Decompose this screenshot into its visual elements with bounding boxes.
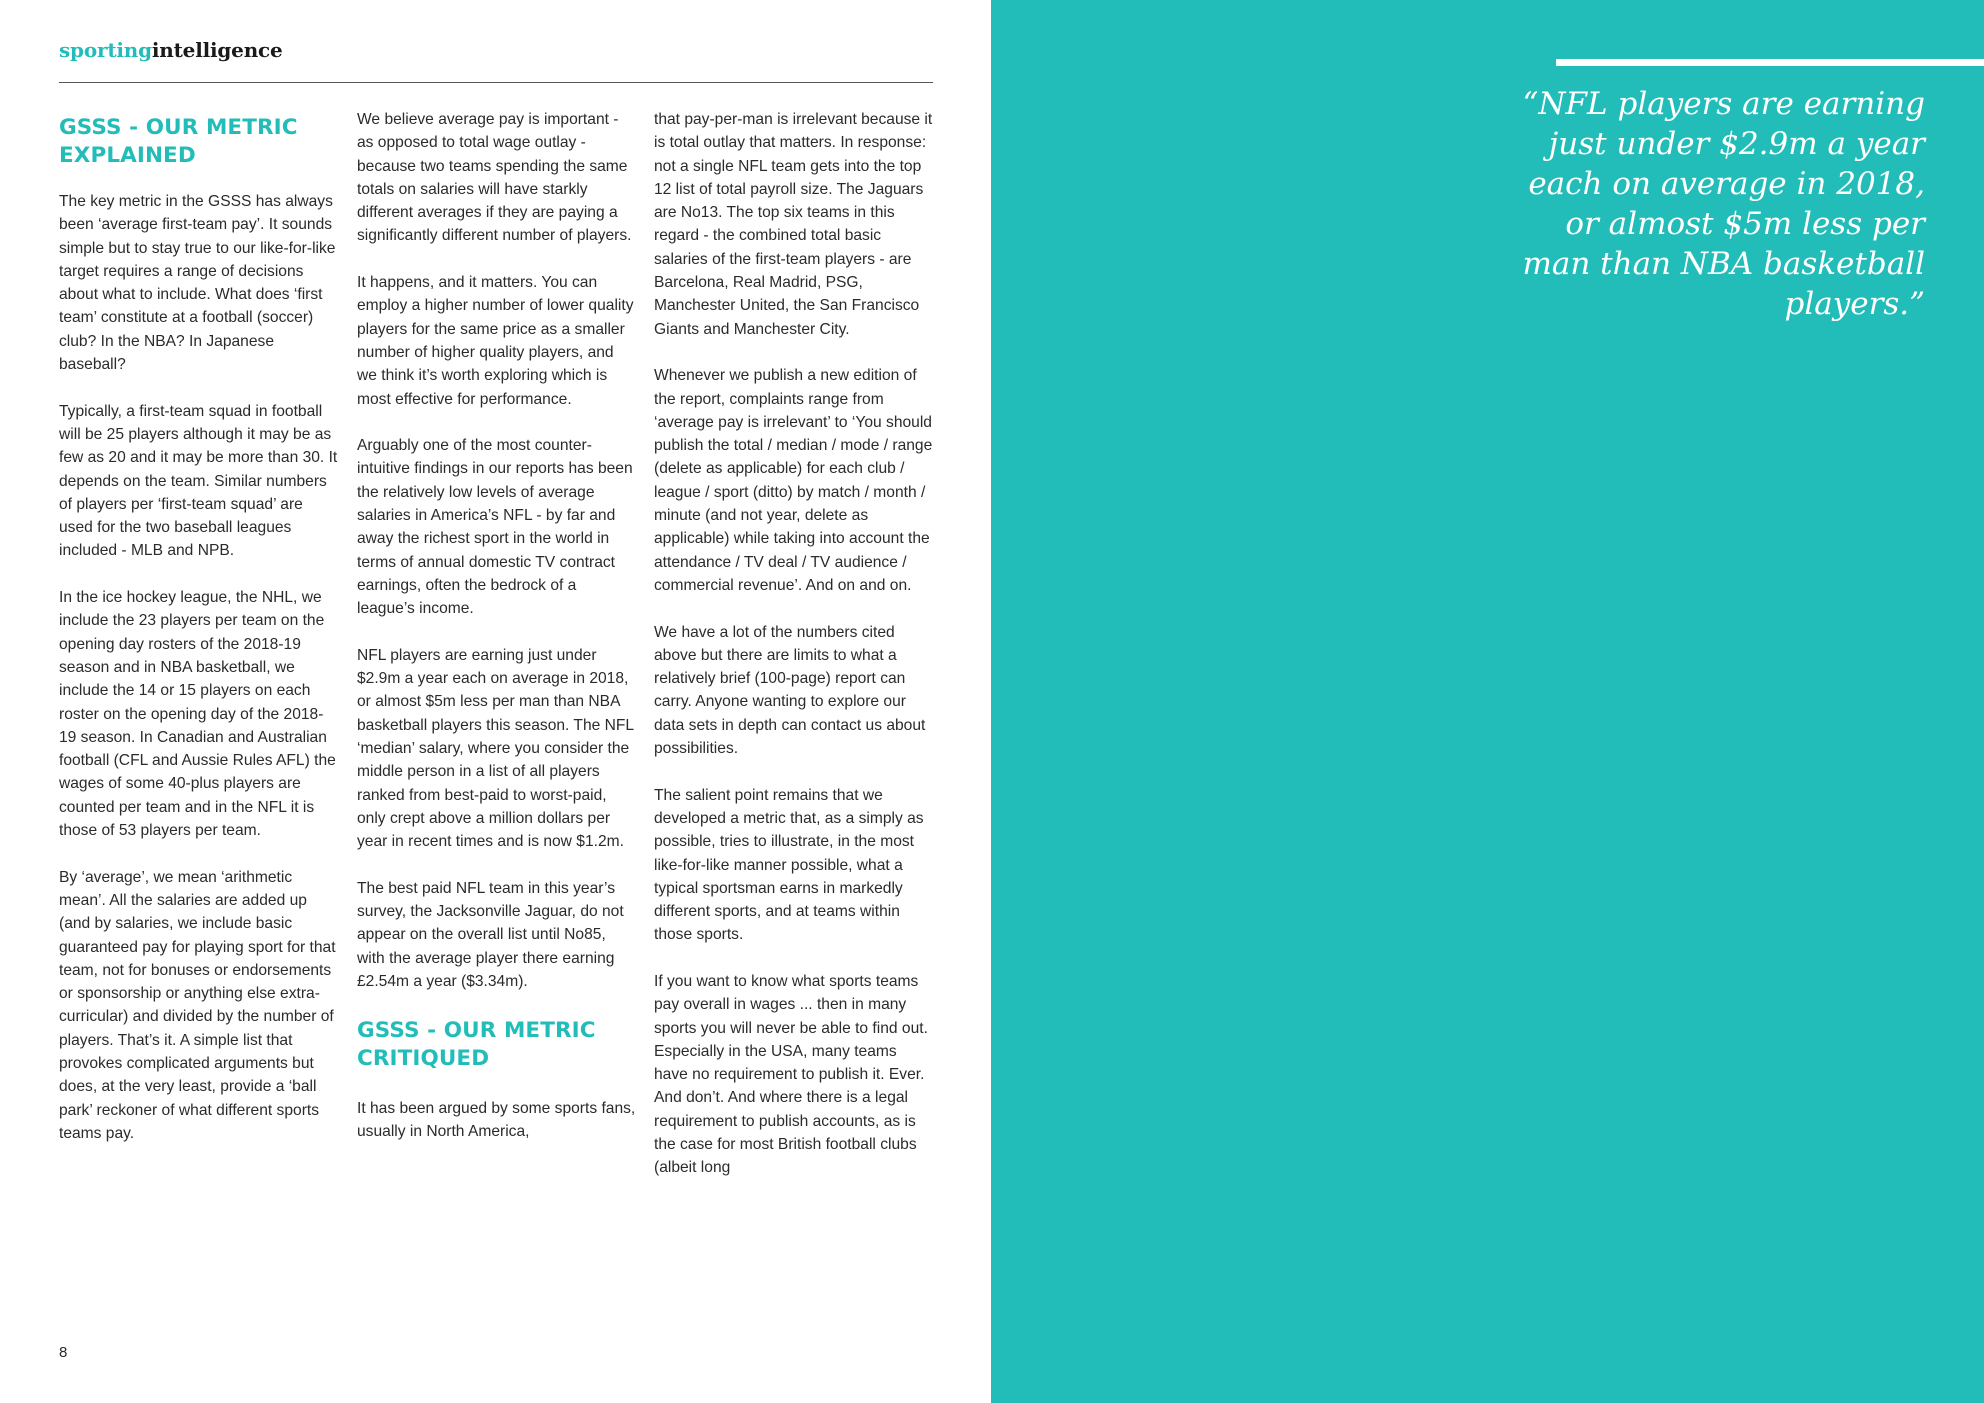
- body-paragraph: In the ice hockey league, the NHL, we include the 23 players per team on the opening day rosters of the 2018-19 season and in NBA basketball, we include the 14 or 15 players on each roster on the opening day of the 2018-19 season. In Canadian and Australian football (CFL and Aussie Rules AFL) the wages of some 40-plus players are counted per team and in the NFL it is those of 53 players per team.: [59, 589, 336, 840]
- body-paragraph: Whenever we publish a new edition of the report, complaints range from ‘average pay is irrelevant’ to ‘You should publish the total / median / mode / range (delete as applicable) for each club / league / sport (ditto) by match / month / minute (and not year, delete as applicable) while taking into account the attendance / TV deal / TV audience / commercial revenue’. And on and on.: [654, 367, 933, 594]
- body-paragraph: We believe average pay is important - as opposed to total wage outlay - because two teams spending the same totals on salaries will have starkly different averages if they are paying a significantly different number of players.: [357, 111, 632, 245]
- body-paragraph: By ‘average’, we mean ‘arithmetic mean’. All the salaries are added up (and by salaries, we include basic guaranteed pay for playing sport for that team, not for bonuses or endorsements or sponsorship or anything else extra-curricular) and divided by the number of players. That’s it. A simple list that provokes complicated arguments but does, at the very least, provide a ‘ball park’ reckoner of what different sports teams pay.: [59, 868, 336, 1142]
- text-column-1: [59, 108, 339, 1168]
- body-paragraph: Typically, a first-team squad in football will be 25 players although it may be as few as 20 and it may be more than 30. It depends on the team. Similar numbers of players per ‘first-team squad’ are used for the two baseball leagues included - MLB and NPB.: [59, 402, 338, 560]
- body-paragraph: NFL players are earning just under $2.9m a year each on average in 2018, or almost $5m less per man than NBA basketball players this season. The NFL ‘median’ salary, where you consider the middle person in a list of all players ranked from best-paid to worst-paid, only crept above a million dollars per year in recent times and is now $1.2m.: [357, 646, 634, 851]
- pull-quote: “NFL players are earning just under $2.9m a year each on average in 2018, or almost $5m less per man than NBA basketball players.”: [1522, 86, 1925, 322]
- left-page: [0, 0, 991, 1403]
- page-number: 8: [59, 1344, 68, 1361]
- body-paragraph: It happens, and it matters. You can employ a higher number of lower quality players for the same price as a smaller number of higher quality players, and we think it’s worth exploring which is most effective for performance.: [357, 274, 634, 408]
- section-heading-critiqued: GSSS - OUR METRIC CRITIQUED: [357, 1017, 596, 1071]
- header-divider: [59, 82, 933, 83]
- body-paragraph: We have a lot of the numbers cited above but there are limits to what a relatively brief (100-page) report can carry. Anyone wanting to explore our data sets in depth can contact us about possibilities.: [654, 623, 926, 758]
- text-column-2: [357, 108, 637, 1166]
- body-paragraph: The key metric in the GSSS has always been ‘average first-team pay’. It sounds simple but to stay true to our like-for-like target requires a range of decisions about what to include. What does ‘first team’ constitute at a football (soccer) club? In the NBA? In Japanese baseball?: [59, 193, 336, 374]
- logo-part-sporting: sporting: [59, 38, 152, 62]
- body-paragraph: If you want to know what sports teams pay overall in wages ... then in many sports you will never be able to find out. Especially in the USA, many teams have no requirement to publish it. Ever. And don’t. And where there is a legal requirement to publish accounts, as is the case for most British football clubs (albeit long: [654, 972, 928, 1177]
- publication-logo: [59, 38, 283, 62]
- body-paragraph: It has been argued by some sports fans, usually in North America,: [357, 1099, 636, 1140]
- logo-part-intelligence: intelligence: [151, 38, 283, 62]
- text-column-3: [654, 108, 934, 1203]
- body-paragraph: that pay-per-man is irrelevant because it is total outlay that matters. In response: not a single NFL team gets into the top 12 list of total payroll size. The Jaguars are No13. The top six teams in this regard - the combined total basic salaries of the first-team players - are Barcelona, Real Madrid, PSG, Manchester United, the San Francisco Giants and Manchester City.: [654, 111, 933, 338]
- section-heading-explained: GSSS - OUR METRIC EXPLAINED: [59, 115, 298, 168]
- body-paragraph: Arguably one of the most counter-intuitive findings in our reports has been the relatively low levels of average salaries in America’s NFL - by far and away the richest sport in the world in terms of annual domestic TV contract earnings, often the bedrock of a league’s income.: [357, 437, 633, 618]
- body-paragraph: The best paid NFL team in this year’s survey, the Jacksonville Jaguar, do not appear on the overall list until No85, with the average player there earning £2.54m a year ($3.34m).: [357, 879, 624, 990]
- quote-divider: [1556, 59, 1984, 66]
- body-paragraph: The salient point remains that we developed a metric that, as a simply as possible, tries to illustrate, in the most like-for-like manner possible, what a typical sportsman earns in markedly different sports, and at teams within those sports.: [654, 786, 924, 944]
